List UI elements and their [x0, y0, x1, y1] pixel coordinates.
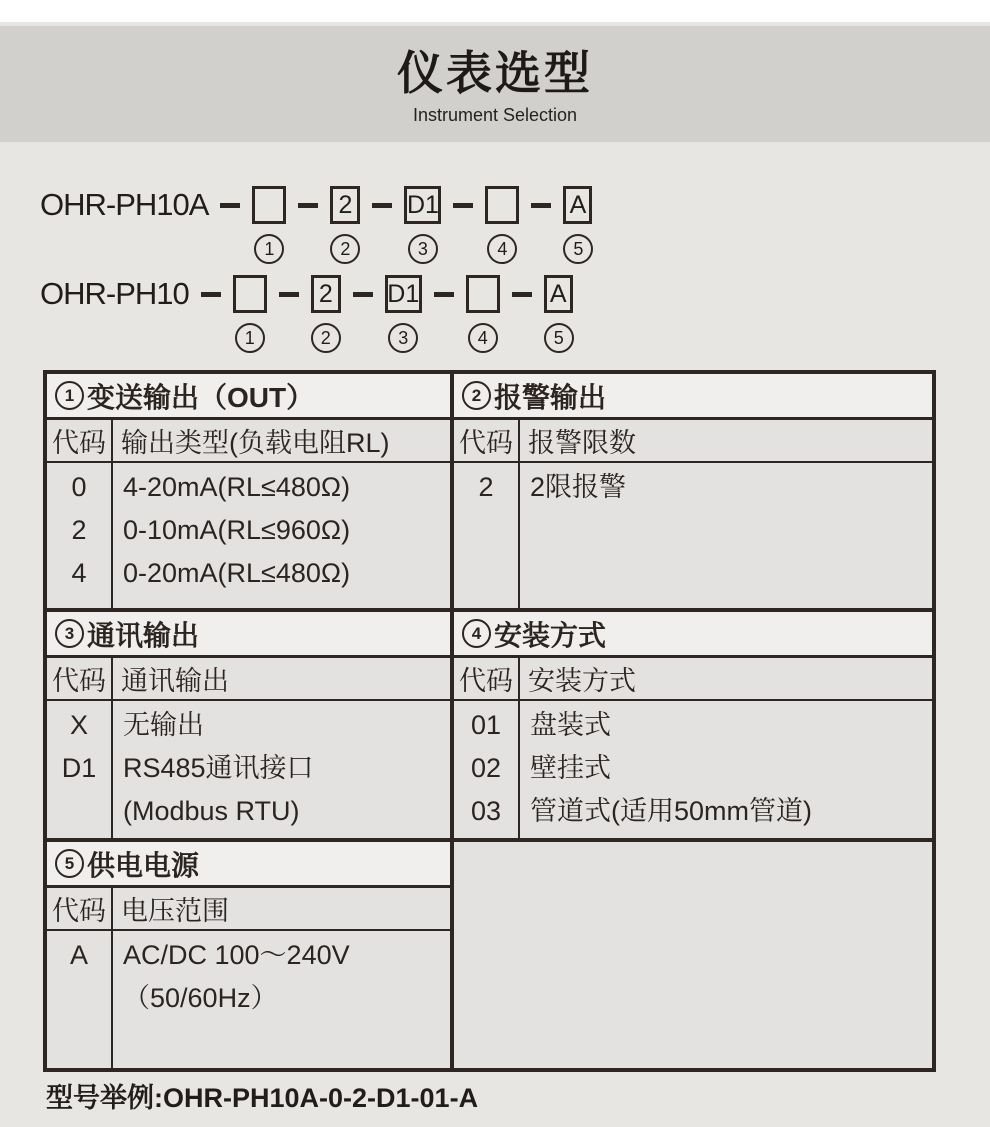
section-3-title: 通讯输出 [87, 619, 200, 651]
page-header [0, 26, 990, 142]
data-rows [47, 463, 932, 608]
option-box-1 [252, 186, 286, 224]
code-column-header: 代码 [47, 420, 113, 461]
section-1-number: 1 [55, 381, 84, 410]
section-power-supply [47, 842, 932, 1068]
circled-number-2: 2 [330, 234, 360, 264]
model-segment-3 [360, 182, 441, 264]
column-header-row [47, 658, 932, 701]
section-4-title: 安装方式 [494, 619, 607, 651]
code-value: A [69, 940, 88, 970]
dash [353, 292, 373, 297]
model-segment-2 [267, 271, 341, 353]
desc-cells [113, 701, 450, 838]
dash [372, 203, 392, 208]
dash [531, 203, 551, 208]
code-value: D1 [61, 753, 97, 783]
desc-value: 4-20mA(RL≤480Ω) [123, 472, 351, 502]
option-box-3: D1 [385, 275, 422, 313]
option-box-5: A [544, 275, 573, 313]
code-column-header: 代码 [450, 658, 520, 699]
desc-cells [113, 931, 450, 1068]
model-segment-4 [441, 182, 519, 264]
section-4-number: 4 [462, 619, 491, 648]
model-example-label: 型号举例: [46, 1083, 163, 1113]
section-2-title: 报警输出 [494, 381, 607, 413]
option-box-3: D1 [404, 186, 441, 224]
dash [512, 292, 532, 297]
code-value [47, 790, 111, 833]
section-transmit-and-alarm [47, 374, 932, 612]
desc-column-header: 输出类型(负载电阻RL) [121, 428, 390, 458]
code-cells [450, 463, 520, 608]
model-segment-1 [189, 271, 267, 353]
data-rows [47, 701, 932, 838]
desc-value: AC/DC 100～240V [123, 940, 350, 970]
desc-cells [113, 463, 450, 608]
option-box-1 [233, 275, 267, 313]
page-subtitle: Instrument Selection [412, 105, 578, 125]
circled-number-5: 5 [563, 234, 593, 264]
option-box-2: 2 [330, 186, 360, 224]
circled-number-2: 2 [311, 323, 341, 353]
option-box-4 [485, 186, 519, 224]
desc-value: 0-20mA(RL≤480Ω) [123, 558, 351, 588]
code-cells [47, 931, 113, 1068]
model-example-value: OHR-PH10A-0-2-D1-01-A [163, 1083, 479, 1113]
desc-value: 0-10mA(RL≤960Ω) [123, 515, 351, 545]
desc-value: 2限报警 [530, 472, 627, 502]
code-column-header: 代码 [47, 888, 113, 931]
model-name: OHR-PH10A [40, 187, 209, 222]
section-3-header [47, 612, 450, 655]
code-value: 01 [470, 710, 502, 740]
dash [220, 203, 240, 208]
option-box-5: A [563, 186, 592, 224]
code-value: 2 [478, 472, 494, 502]
section-1-header [47, 374, 450, 417]
desc-cells [520, 463, 932, 608]
column-header-row [47, 420, 932, 463]
dash [434, 292, 454, 297]
desc-column-header: 报警限数 [528, 428, 636, 458]
desc-value: RS485通讯接口 [123, 753, 314, 783]
model-example-note [46, 1076, 478, 1115]
section-4-header [450, 612, 932, 655]
code-value: X [69, 710, 88, 740]
code-cells [450, 701, 520, 838]
desc-column-header: 安装方式 [528, 666, 636, 696]
code-value: 03 [470, 796, 502, 826]
desc-column-header: 通讯输出 [121, 666, 229, 696]
code-value: 0 [71, 472, 87, 502]
dash [453, 203, 473, 208]
desc-value: 壁挂式 [530, 753, 611, 783]
model-segment-5 [500, 271, 574, 353]
section-comm-and-mounting [47, 612, 932, 842]
dash [279, 292, 299, 297]
section-5-number: 5 [55, 849, 84, 878]
circled-number-1: 1 [235, 323, 265, 353]
circled-number-3: 3 [388, 323, 418, 353]
section-1-title: 变送输出（OUT） [87, 381, 315, 413]
code-value: 2 [71, 515, 87, 545]
code-cells [47, 463, 113, 608]
empty-cell [450, 842, 932, 1068]
code-cells [47, 701, 113, 838]
option-box-2: 2 [311, 275, 341, 313]
top-white-strip [0, 0, 990, 22]
desc-value: （50/60Hz） [123, 983, 278, 1013]
section-2-header [450, 374, 932, 417]
desc-value: 管道式(适用50mm管道) [530, 796, 812, 826]
code-column-header: 代码 [450, 420, 520, 461]
option-box-4 [466, 275, 500, 313]
dash [201, 292, 221, 297]
desc-cells [520, 701, 932, 838]
model-segment-5 [519, 182, 593, 264]
circled-number-4: 4 [487, 234, 517, 264]
circled-number-5: 5 [544, 323, 574, 353]
dash [298, 203, 318, 208]
model-format-row-2 [40, 271, 574, 353]
model-segment-3 [341, 271, 422, 353]
section-2-number: 2 [462, 381, 491, 410]
code-value: 02 [470, 753, 502, 783]
desc-value: 盘装式 [530, 710, 611, 740]
model-segment-1 [208, 182, 286, 264]
model-name: OHR-PH10 [40, 276, 189, 311]
section-header-row [47, 612, 932, 658]
model-segment-2 [286, 182, 360, 264]
code-column-header: 代码 [47, 658, 113, 699]
desc-column-header: 电压范围 [113, 888, 450, 931]
model-segment-4 [422, 271, 500, 353]
page-title: 仪表选型 [397, 47, 593, 99]
desc-value: 无输出 [123, 710, 204, 740]
desc-value: (Modbus RTU) [123, 796, 300, 826]
section-header-row [47, 374, 932, 420]
circled-number-1: 1 [254, 234, 284, 264]
selection-table [43, 370, 936, 1072]
circled-number-3: 3 [408, 234, 438, 264]
section-5-header [47, 842, 450, 888]
section-5-title: 供电电源 [87, 849, 200, 881]
circled-number-4: 4 [468, 323, 498, 353]
code-value: 4 [71, 558, 87, 588]
section-3-number: 3 [55, 619, 84, 648]
model-format-row-1 [40, 182, 593, 264]
